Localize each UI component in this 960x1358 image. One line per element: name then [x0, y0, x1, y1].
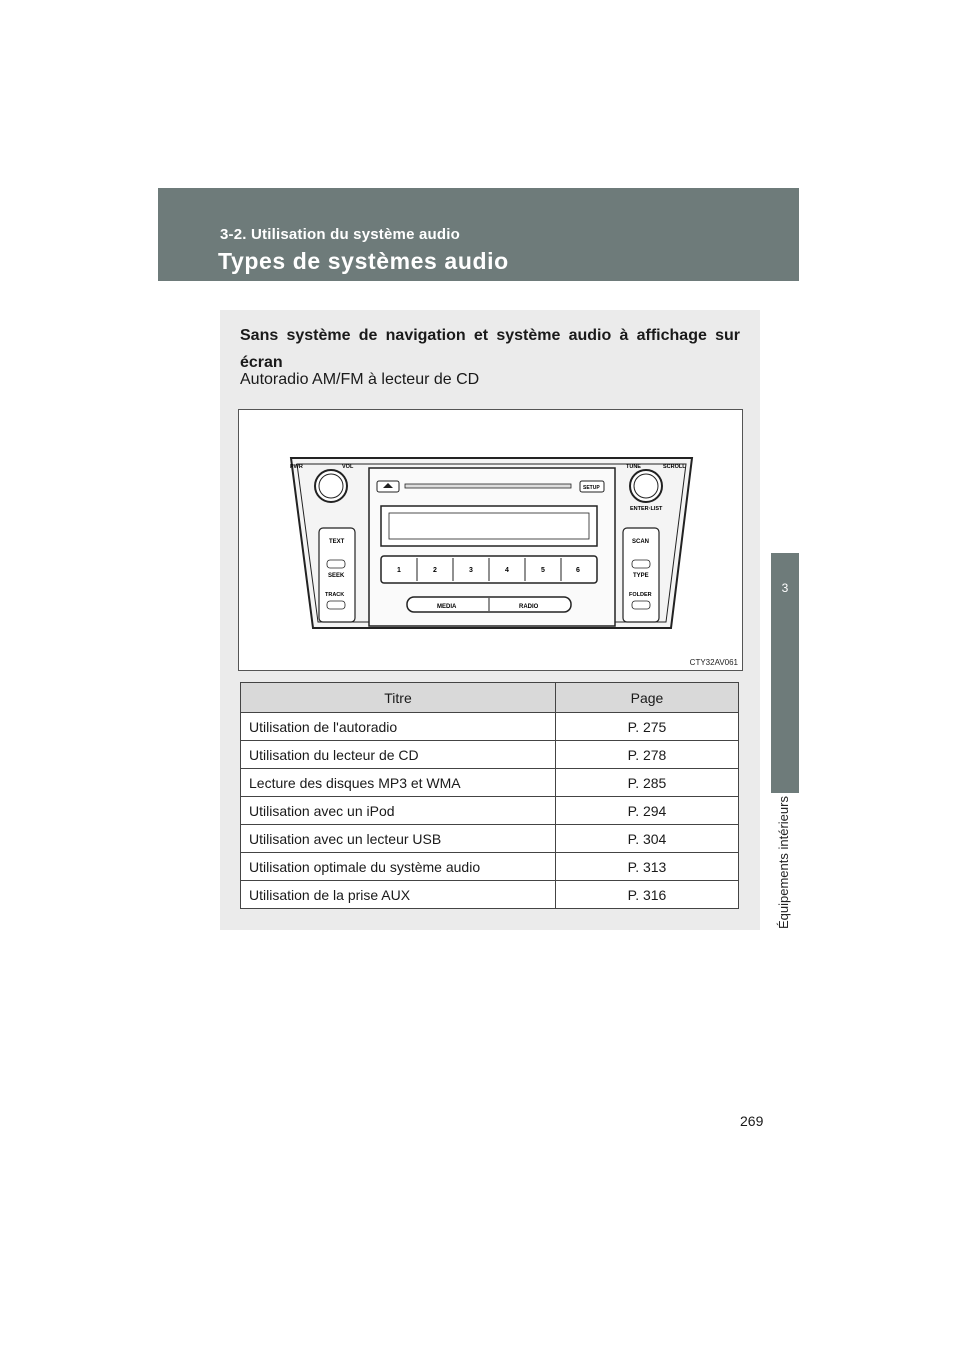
row-title: Utilisation avec un lecteur USB — [241, 825, 556, 853]
table-row — [241, 769, 739, 797]
preset-1: 1 — [397, 567, 401, 574]
subtext: Autoradio AM/FM à lecteur de CD — [240, 371, 480, 388]
display-screen — [389, 513, 589, 539]
audio-unit-figure — [238, 409, 743, 671]
row-title: Utilisation avec un iPod — [241, 797, 556, 825]
vol-label: VOL — [342, 464, 354, 470]
table-row — [241, 825, 739, 853]
column-header-title: Titre — [241, 683, 556, 713]
preset-3: 3 — [469, 567, 473, 574]
row-page: P. 313 — [556, 853, 739, 881]
column-header-page: Page — [556, 683, 739, 713]
table-row — [241, 713, 739, 741]
row-page: P. 294 — [556, 797, 739, 825]
scan-label: SCAN — [632, 539, 650, 545]
audio-unit-illustration — [239, 410, 742, 670]
setup-label: SETUP — [583, 485, 600, 491]
section-label: 3-2. Utilisation du système audio — [220, 226, 460, 243]
power-volume-knob-icon — [315, 470, 347, 502]
table-row — [241, 853, 739, 881]
chapter-tab-label: Équipements intérieurs — [776, 796, 791, 929]
subheading: Sans système de navigation et système audio à affichage sur écran — [240, 327, 740, 371]
row-title: Utilisation du lecteur de CD — [241, 741, 556, 769]
track-down-button — [327, 601, 345, 609]
folder-down-button — [632, 601, 650, 609]
row-title: Utilisation optimale du système audio — [241, 853, 556, 881]
row-page: P. 278 — [556, 741, 739, 769]
scroll-label: SCROLL — [663, 464, 686, 470]
cd-slot — [405, 484, 571, 488]
page-title: Types de systèmes audio — [218, 248, 509, 274]
type-label: TYPE — [633, 573, 649, 579]
page-number: 269 — [740, 1113, 764, 1129]
chapter-tab — [771, 553, 799, 793]
tune-label: TUNE — [626, 464, 641, 470]
table-row — [241, 741, 739, 769]
row-title: Utilisation de l'autoradio — [241, 713, 556, 741]
table-row — [241, 797, 739, 825]
row-page: P. 304 — [556, 825, 739, 853]
chapter-header — [158, 188, 799, 281]
text-label: TEXT — [329, 539, 345, 545]
seek-up-button — [327, 560, 345, 568]
preset-5: 5 — [541, 567, 545, 574]
preset-4: 4 — [505, 567, 509, 574]
chapter-number: 3 — [781, 581, 789, 595]
preset-2: 2 — [433, 567, 437, 574]
folder-label: FOLDER — [629, 592, 652, 598]
media-label: MEDIA — [437, 604, 457, 610]
row-page: P. 275 — [556, 713, 739, 741]
content-box — [220, 310, 760, 930]
figure-code: CTY32AV061 — [689, 658, 738, 667]
row-title: Utilisation de la prise AUX — [241, 881, 556, 909]
reference-table — [240, 682, 739, 909]
row-page: P. 285 — [556, 769, 739, 797]
row-page: P. 316 — [556, 881, 739, 909]
track-label: TRACK — [325, 592, 345, 598]
table-row — [241, 881, 739, 909]
seek-label: SEEK — [328, 573, 345, 579]
radio-label: RADIO — [519, 604, 539, 610]
preset-6: 6 — [576, 567, 580, 574]
table-header-row — [241, 683, 739, 713]
type-up-button — [632, 560, 650, 568]
tune-scroll-knob-icon — [630, 470, 662, 502]
enter-list-label: ENTER·LIST — [630, 506, 663, 512]
row-title: Lecture des disques MP3 et WMA — [241, 769, 556, 797]
pwr-label: PWR — [290, 464, 303, 470]
